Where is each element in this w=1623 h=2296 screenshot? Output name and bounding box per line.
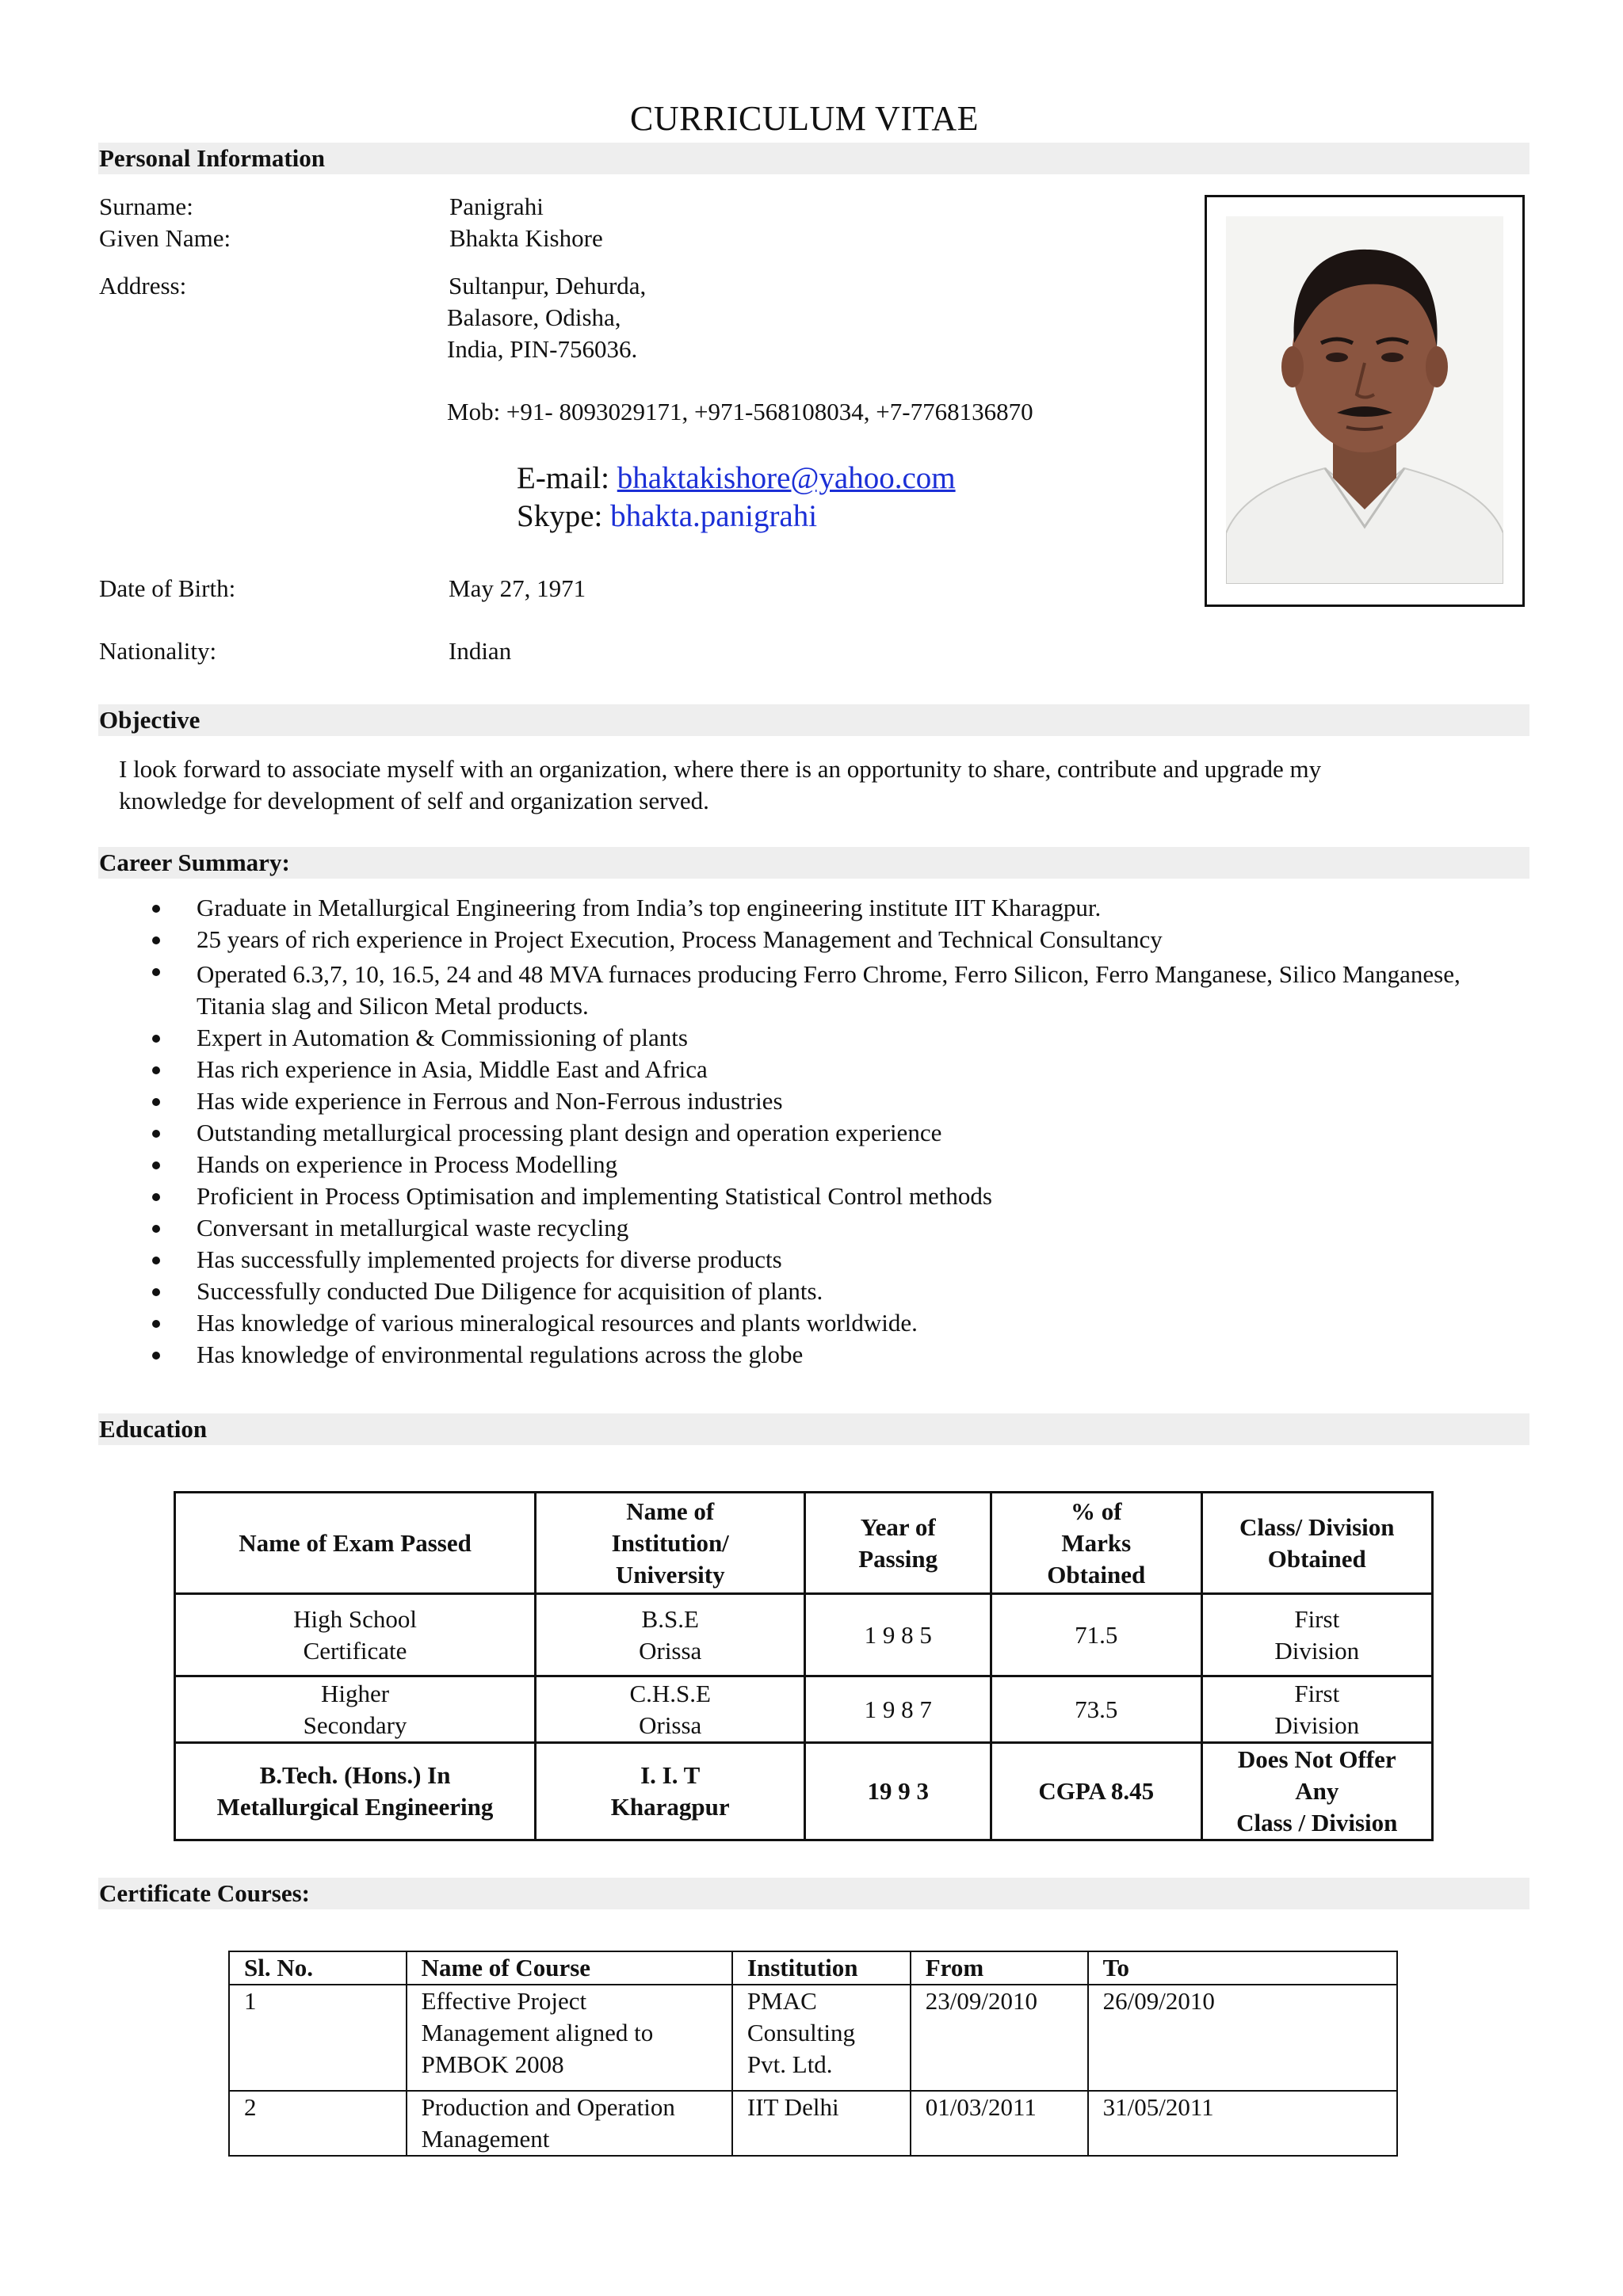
career-item: Has successfully implemented projects for diverse products — [155, 1244, 1518, 1276]
section-heading-personal: Personal Information — [99, 144, 326, 172]
edu-cell-year: 1 9 8 7 — [805, 1676, 991, 1743]
mobile-numbers: Mob: +91- 8093029171, +971-568108034, +7-7768136870 — [447, 398, 1033, 425]
objective-line-2: knowledge for development of self and organization served. — [119, 787, 709, 814]
career-item: Outstanding metallurgical processing plant design and operation experience — [155, 1117, 1518, 1149]
cert-cell-institution: PMAC Consulting Pvt. Ltd. — [732, 1985, 911, 2091]
cert-cell-from: 01/03/2011 — [911, 2091, 1088, 2156]
edu-header-exam: Name of Exam Passed — [175, 1493, 536, 1594]
edu-header-class: Class/ Division Obtained — [1201, 1493, 1432, 1594]
section-bar-certificates — [98, 1878, 1529, 1909]
section-bar-education — [98, 1413, 1529, 1445]
career-item: Operated 6.3,7, 10, 16.5, 24 and 48 MVA furnaces producing Ferro Chrome, Ferro Silicon, Ferro Manganese, Silico Manganese, Titania slag and Silicon Metal products. — [155, 955, 1518, 1022]
section-bar-career — [98, 847, 1529, 879]
cert-cell-to: 26/09/2010 — [1088, 1985, 1397, 2091]
edu-cell-institution: I. I. T Kharagpur — [536, 1743, 805, 1840]
document-title: CURRICULUM VITAE — [629, 99, 979, 138]
cert-header-to: To — [1088, 1951, 1397, 1985]
edu-cell-marks: 71.5 — [991, 1594, 1201, 1676]
education-header-row — [175, 1493, 1433, 1594]
skype-row — [517, 498, 817, 536]
surname-label: Surname: — [99, 193, 193, 220]
skype-label: Skype: — [517, 499, 603, 533]
table-row — [229, 2091, 1397, 2156]
dob-value: May 27, 1971 — [449, 574, 586, 602]
table-row — [175, 1743, 1433, 1840]
edu-header-year: Year of Passing — [805, 1493, 991, 1594]
section-heading-certificates: Certificate Courses: — [99, 1879, 310, 1907]
cert-header-course: Name of Course — [407, 1951, 732, 1985]
profile-photo-frame — [1205, 195, 1525, 607]
cert-cell-institution: IIT Delhi — [732, 2091, 911, 2156]
edu-cell-institution: B.S.E Orissa — [536, 1594, 805, 1676]
section-heading-career: Career Summary: — [99, 849, 290, 876]
objective-line-1: I look forward to associate myself with an organization, where there is an opportunity to share, contribute and upgrade my — [119, 755, 1322, 783]
edu-cell-marks: 73.5 — [991, 1676, 1201, 1743]
education-table — [174, 1491, 1434, 1841]
cert-cell-to: 31/05/2011 — [1088, 2091, 1397, 2156]
certificate-header-row — [229, 1951, 1397, 1985]
edu-header-marks: % of Marks Obtained — [991, 1493, 1201, 1594]
address-line-1: Sultanpur, Dehurda, — [449, 272, 647, 299]
edu-cell-exam: B.Tech. (Hons.) In Metallurgical Engineering — [175, 1743, 536, 1840]
section-bar-objective — [98, 704, 1529, 736]
edu-cell-year: 19 9 3 — [805, 1743, 991, 1840]
edu-cell-class: First Division — [1201, 1594, 1432, 1676]
cert-header-sl: Sl. No. — [229, 1951, 407, 1985]
career-item: Has wide experience in Ferrous and Non-Ferrous industries — [155, 1085, 1518, 1117]
career-item: Proficient in Process Optimisation and implementing Statistical Control methods — [155, 1180, 1518, 1212]
dob-label: Date of Birth: — [99, 574, 236, 602]
profile-photo — [1226, 216, 1503, 584]
skype-id: bhakta.panigrahi — [610, 499, 818, 533]
table-row — [175, 1594, 1433, 1676]
career-item: Has rich experience in Asia, Middle East and Africa — [155, 1054, 1518, 1085]
edu-cell-exam: Higher Secondary — [175, 1676, 536, 1743]
edu-cell-class: Does Not Offer Any Class / Division — [1201, 1743, 1432, 1840]
cert-header-institution: Institution — [732, 1951, 911, 1985]
career-item: Hands on experience in Process Modelling — [155, 1149, 1518, 1180]
address-label: Address: — [99, 272, 187, 299]
edu-header-institution: Name of Institution/ University — [536, 1493, 805, 1594]
edu-cell-exam: High School Certificate — [175, 1594, 536, 1676]
career-item: 25 years of rich experience in Project Execution, Process Management and Technical Consultancy — [155, 924, 1518, 955]
edu-cell-class: First Division — [1201, 1676, 1432, 1743]
career-item: Successfully conducted Due Diligence for acquisition of plants. — [155, 1276, 1518, 1307]
email-row — [517, 460, 956, 498]
career-item: Has knowledge of various mineralogical resources and plants worldwide. — [155, 1307, 1518, 1339]
edu-cell-institution: C.H.S.E Orissa — [536, 1676, 805, 1743]
section-heading-education: Education — [99, 1415, 208, 1443]
cert-cell-sl: 1 — [229, 1985, 407, 2091]
cert-cell-sl: 2 — [229, 2091, 407, 2156]
edu-cell-year: 1 9 8 5 — [805, 1594, 991, 1676]
career-summary-list — [155, 892, 1518, 1371]
cert-cell-course: Effective Project Management aligned to PMBOK 2008 — [407, 1985, 732, 2091]
career-item: Graduate in Metallurgical Engineering from India’s top engineering institute IIT Kharagpur. — [155, 892, 1518, 924]
certificate-table — [228, 1951, 1398, 2157]
address-line-3: India, PIN-756036. — [447, 335, 638, 363]
given-name-label: Given Name: — [99, 224, 231, 252]
career-item: Conversant in metallurgical waste recycling — [155, 1212, 1518, 1244]
nationality-value: Indian — [449, 637, 512, 665]
cert-header-from: From — [911, 1951, 1088, 1985]
surname-value: Panigrahi — [449, 193, 544, 220]
cert-cell-from: 23/09/2010 — [911, 1985, 1088, 2091]
nationality-label: Nationality: — [99, 637, 217, 665]
career-item: Has knowledge of environmental regulations across the globe — [155, 1339, 1518, 1371]
edu-cell-marks: CGPA 8.45 — [991, 1743, 1201, 1840]
email-label: E-mail: — [517, 461, 609, 495]
career-item: Expert in Automation & Commissioning of plants — [155, 1022, 1518, 1054]
cert-cell-course: Production and Operation Management — [407, 2091, 732, 2156]
section-heading-objective: Objective — [99, 706, 200, 734]
email-link[interactable]: bhaktakishore@yahoo.com — [617, 461, 956, 495]
table-row — [175, 1676, 1433, 1743]
table-row — [229, 1985, 1397, 2091]
address-line-2: Balasore, Odisha, — [447, 303, 621, 331]
given-name-value: Bhakta Kishore — [449, 224, 603, 252]
